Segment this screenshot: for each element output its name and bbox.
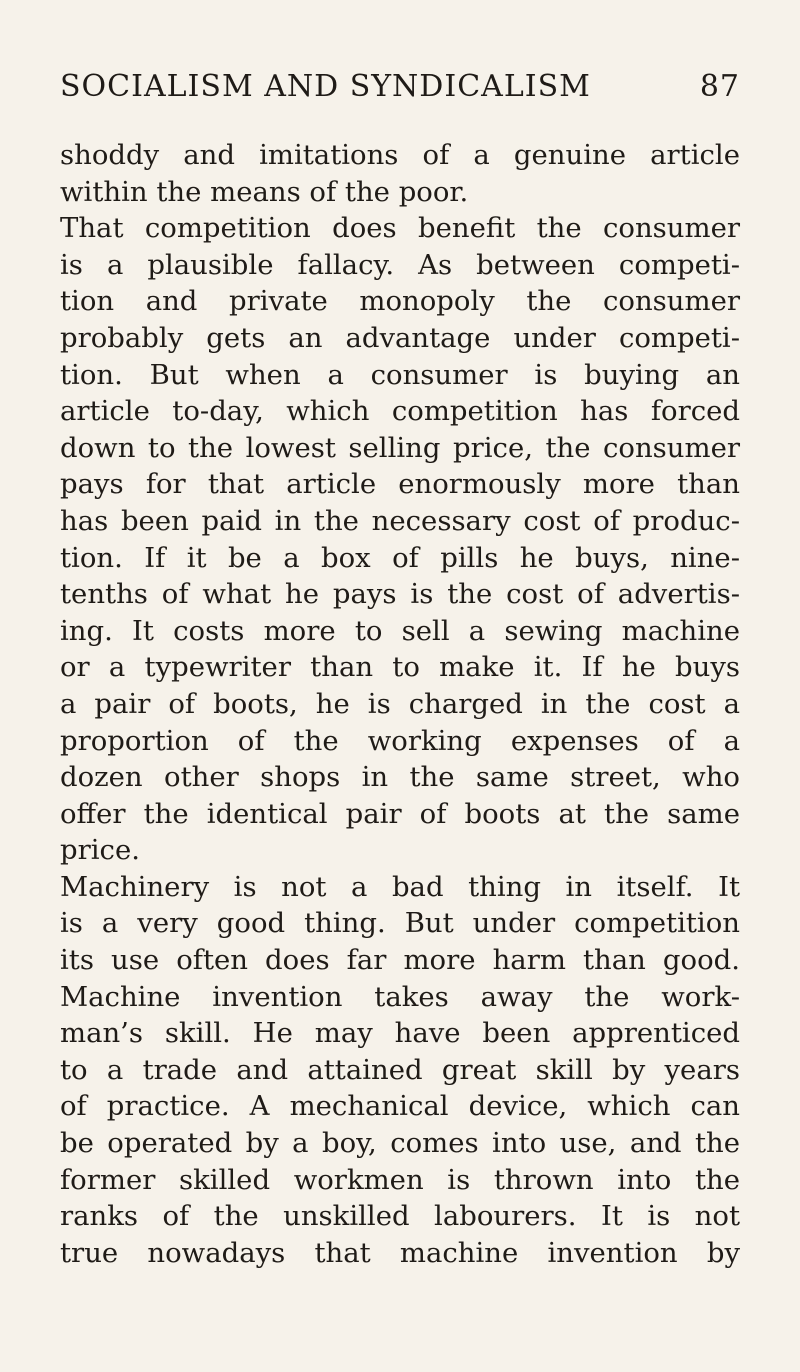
text-line: offer the identical pair of boots at the same xyxy=(60,797,740,830)
text-line: has been paid in the necessary cost of produc- xyxy=(60,504,740,537)
text-line: within the means of the poor. xyxy=(60,175,469,208)
text-line: tion. But when a consumer is buying an xyxy=(60,358,740,391)
text-line: ing. It costs more to sell a sewing machine xyxy=(60,614,740,647)
text-line: pays for that article enormously more than xyxy=(60,468,740,501)
text-line: or a typewriter than to make it. If he buys xyxy=(60,651,740,684)
text-line: proportion of the working expenses of a xyxy=(60,724,740,757)
body-text xyxy=(60,137,740,1271)
text-line: tion and private monopoly the consumer xyxy=(60,285,740,318)
text-line: is a very good thing. But under competition xyxy=(60,907,740,940)
text-line: shoddy and imitations of a genuine article xyxy=(60,139,740,171)
text-line: dozen other shops in the same street, who xyxy=(60,761,740,794)
text-line: its use often does far more harm than good. xyxy=(60,944,740,977)
text-line: man’s skill. He may have been apprenticed xyxy=(60,1017,740,1050)
running-head-title: SOCIALISM AND SYNDICALISM xyxy=(60,69,591,104)
page-number: 87 xyxy=(699,69,740,104)
text-line: is a plausible fallacy. As between competi- xyxy=(60,248,740,281)
text-line: a pair of boots, he is charged in the cost a xyxy=(60,687,740,720)
text-line: probably gets an advantage under competi- xyxy=(60,321,740,354)
text-line: to a trade and attained great skill by years xyxy=(60,1053,740,1086)
text-line: true nowadays that machine invention by xyxy=(60,1236,740,1269)
text-line: tenths of what he pays is the cost of advertis- xyxy=(60,578,740,611)
text-line: be operated by a boy, comes into use, and the xyxy=(60,1127,740,1160)
text-line: tion. If it be a box of pills he buys, nine- xyxy=(60,541,740,574)
text-line: former skilled workmen is thrown into the xyxy=(60,1163,740,1196)
text-line: Machinery is not a bad thing in itself. It xyxy=(60,870,740,903)
running-head xyxy=(60,69,740,118)
text-line: article to-day, which competition has forced xyxy=(60,395,740,428)
text-line: Machine invention takes away the work- xyxy=(60,980,740,1013)
text-line: price. xyxy=(60,834,140,867)
text-line: That competition does benefit the consumer xyxy=(60,212,740,245)
text-line: ranks of the unskilled labourers. It is not xyxy=(60,1200,740,1233)
text-line: down to the lowest selling price, the consumer xyxy=(60,431,740,464)
text-line: of practice. A mechanical device, which can xyxy=(60,1090,740,1123)
